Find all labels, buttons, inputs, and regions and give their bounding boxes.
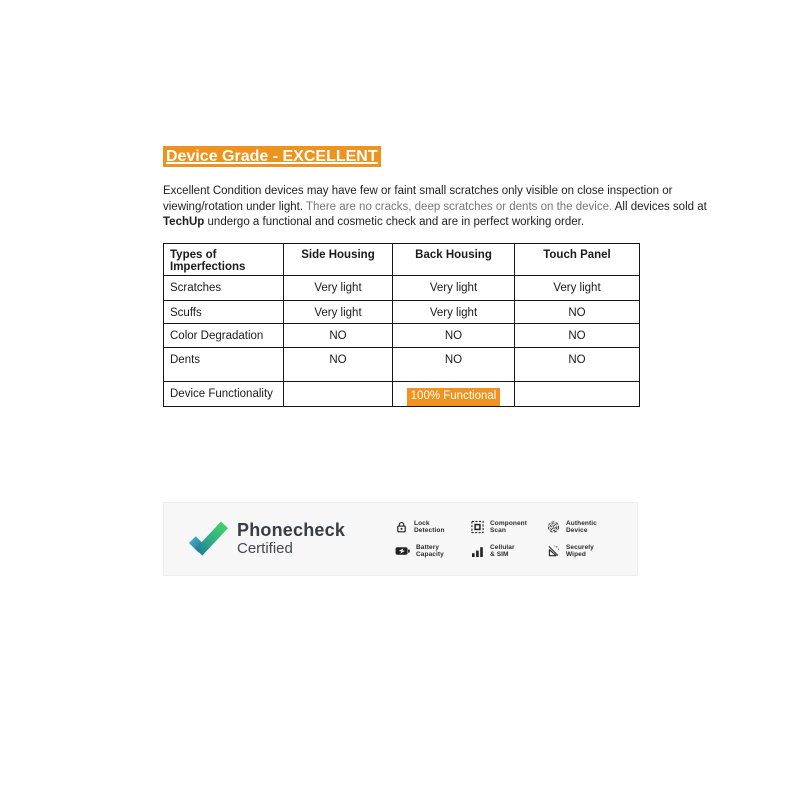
cell-value: Very light (393, 276, 515, 301)
cell-value: NO (515, 301, 640, 324)
table-row (164, 382, 640, 407)
feature-battery-capacity (395, 544, 471, 559)
device-grade-heading (163, 146, 381, 167)
description-text: All devices sold at (612, 200, 707, 213)
row-label: Scratches (164, 276, 284, 301)
cell-value: NO (393, 348, 515, 382)
feature-label-line: & SIM (490, 551, 509, 558)
feature-label-line: Device (566, 527, 588, 534)
row-label: Device Functionality (164, 382, 284, 407)
certified-label: Certified (237, 540, 293, 557)
column-header-back-housing: Back Housing (393, 244, 515, 276)
feature-cellular-sim (471, 544, 547, 559)
feature-label-line: Cellular (490, 543, 515, 551)
wipe-icon (547, 544, 560, 558)
lock-icon (395, 520, 408, 534)
functional-highlight: 100% Functional (407, 388, 501, 406)
brand-name-text: TechUp (163, 216, 205, 229)
cell-value: Very light (515, 276, 640, 301)
table-row (164, 324, 640, 348)
cell-value: NO (284, 324, 393, 348)
feature-label-line: Component (490, 519, 528, 527)
row-label: Scuffs (164, 301, 284, 324)
row-label: Color Degradation (164, 324, 284, 348)
row-label: Dents (164, 348, 284, 382)
component-scan-icon (471, 520, 484, 534)
fingerprint-icon (547, 520, 560, 534)
feature-label-line: Wiped (566, 551, 586, 558)
cell-value: Very light (393, 301, 515, 324)
feature-label (490, 544, 515, 559)
feature-label (566, 520, 597, 535)
table-row (164, 348, 640, 382)
description-text: Excellent Condition devices may have few or faint small scratches only visible on close inspection or (163, 185, 673, 197)
table-header-row (164, 244, 640, 276)
feature-component-scan (471, 520, 547, 535)
feature-authentic-device (547, 520, 623, 535)
feature-label (566, 544, 594, 559)
phonecheck-logo-text (237, 521, 345, 557)
cell-value: Very light (284, 301, 393, 324)
phonecheck-logo (188, 517, 345, 562)
battery-icon (395, 546, 410, 556)
cell-value: NO (393, 324, 515, 348)
certification-features (395, 520, 623, 559)
description-line-2 (163, 200, 723, 216)
feature-label-line: Lock (414, 519, 430, 527)
device-grade-title: Device Grade - EXCELLENT (163, 146, 381, 167)
description-text: undergo a functional and cosmetic check and are in perfect working order. (204, 216, 585, 229)
feature-securely-wiped (547, 544, 623, 559)
feature-label (416, 544, 444, 559)
feature-label-line: Scan (490, 527, 506, 534)
cell-value (515, 382, 640, 407)
imperfections-table (163, 243, 640, 407)
cell-value: NO (284, 348, 393, 382)
feature-lock-detection (395, 520, 471, 535)
description-text: viewing/rotation under light. (163, 200, 306, 213)
feature-label-line: Capacity (416, 551, 444, 558)
cell-value-functional (393, 382, 515, 407)
cell-value: NO (515, 348, 640, 382)
feature-label (490, 520, 527, 535)
table-row (164, 276, 640, 301)
column-header-touch-panel: Touch Panel (515, 244, 640, 276)
column-header-side-housing: Side Housing (284, 244, 393, 276)
signal-bars-icon (471, 545, 484, 558)
feature-label-line: Detection (414, 527, 445, 534)
description-line-3 (163, 215, 723, 231)
cell-value: Very light (284, 276, 393, 301)
feature-label-line: Battery (416, 543, 440, 551)
table-row (164, 301, 640, 324)
checkmark-icon (188, 517, 228, 562)
description-muted-text: There are no cracks, deep scratches or dents on the device. (306, 200, 613, 213)
phonecheck-brand: Phonecheck (237, 520, 346, 540)
phonecheck-certified-badge (163, 502, 638, 576)
feature-label-line: Authentic (566, 519, 597, 527)
feature-label-line: Securely (566, 543, 594, 551)
column-header-types: Types of Imperfections (164, 244, 284, 276)
description-line-1 (163, 184, 723, 200)
feature-label (414, 520, 445, 535)
cell-value (284, 382, 393, 407)
cell-value: NO (515, 324, 640, 348)
condition-description (163, 184, 723, 231)
